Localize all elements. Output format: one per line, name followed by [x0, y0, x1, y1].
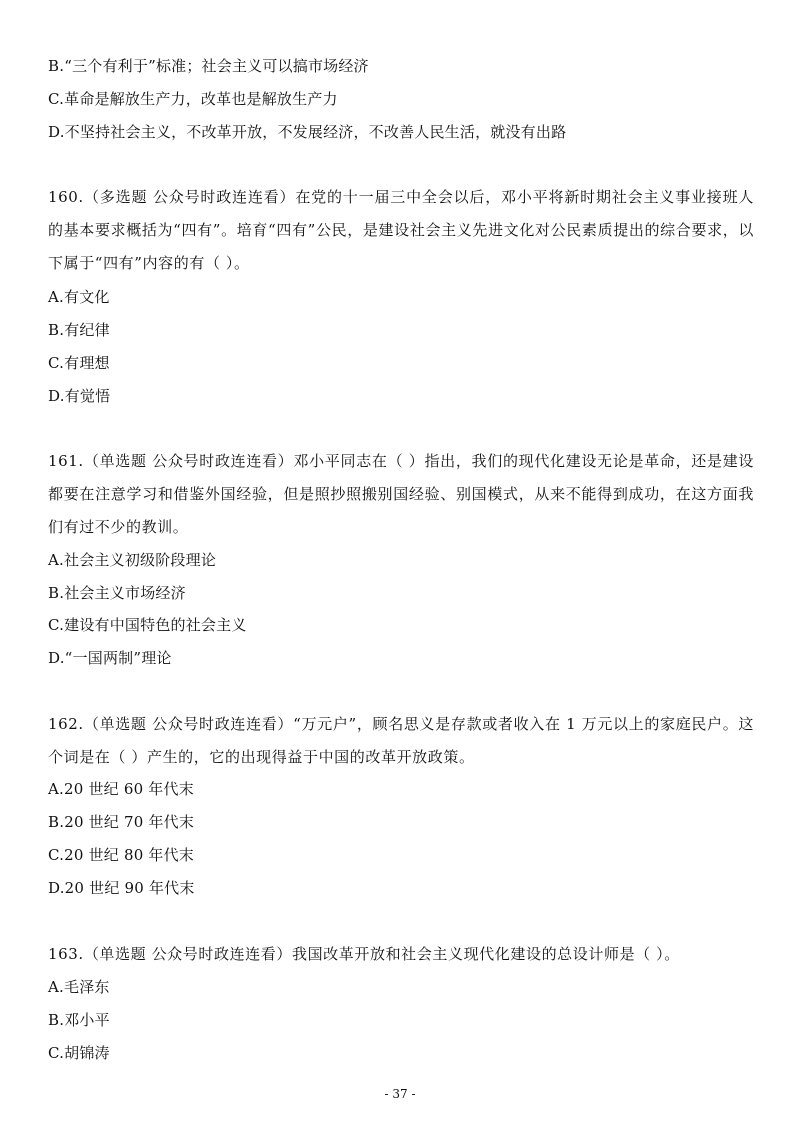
- option-line: [48, 844, 194, 866]
- option-label: D.: [48, 123, 65, 141]
- option-line: [48, 778, 194, 800]
- option-line: [48, 88, 338, 110]
- question-type: （单选题 公众号时政连连看）: [83, 452, 294, 470]
- question-text: 我国改革开放和社会主义现代化建设的总设计师是（ ）。: [291, 945, 680, 963]
- option-label: A.: [48, 288, 65, 306]
- question-number: 162.: [48, 715, 84, 733]
- option-line: [48, 1009, 110, 1031]
- option-text: 20 世纪 90 年代末: [64, 879, 195, 897]
- option-line: [48, 877, 195, 899]
- option-text: 建设有中国特色的社会主义: [64, 616, 247, 634]
- option-label: B.: [48, 57, 65, 75]
- question-number: 163.: [48, 945, 84, 963]
- option-text: 20 世纪 70 年代末: [64, 813, 195, 831]
- option-label: B.: [48, 321, 65, 339]
- option-text: 有觉悟: [64, 387, 111, 405]
- option-text: 20 世纪 80 年代末: [64, 846, 195, 864]
- option-text: 社会主义初级阶段理论: [64, 551, 217, 569]
- question-number: 161.: [48, 452, 84, 470]
- option-text: 邓小平: [64, 1011, 110, 1029]
- question-type: （单选题 公众号时政连连看）: [83, 945, 292, 963]
- option-text: 有文化: [64, 288, 110, 306]
- option-line: [48, 121, 566, 143]
- option-label: C.: [48, 90, 65, 108]
- option-label: A.: [48, 780, 65, 798]
- question-163-stem: [48, 938, 754, 971]
- option-label: D.: [48, 649, 65, 667]
- option-text: 胡锦涛: [64, 1044, 110, 1062]
- option-label: C.: [48, 354, 65, 372]
- question-162-stem: [48, 708, 754, 774]
- question-text: 在党的十一届三中全会以后，邓小平将新时期社会主义事业接班人的基本要求概括为“四有”。培育“四有”公民，是建设社会主义先进文化对公民素质提出的综合要求，以下属于“四有”内容的有（ ）。: [48, 188, 755, 272]
- option-line: [48, 1042, 110, 1064]
- option-line: [48, 286, 110, 308]
- option-line: [48, 385, 110, 407]
- option-line: [48, 352, 110, 374]
- option-line: [48, 55, 369, 77]
- option-label: B.: [48, 584, 65, 602]
- question-type: （多选题 公众号时政连连看）: [83, 188, 296, 206]
- option-line: [48, 582, 186, 604]
- option-line: [48, 614, 247, 636]
- option-text: 20 世纪 60 年代末: [64, 780, 194, 798]
- option-label: C.: [48, 616, 65, 634]
- option-text: 有理想: [64, 354, 110, 372]
- option-label: B.: [48, 1011, 65, 1029]
- option-text: 革命是解放生产力，改革也是解放生产力: [64, 90, 338, 108]
- option-text: “三个有利于”标准；社会主义可以搞市场经济: [64, 57, 369, 75]
- option-line: [48, 319, 110, 341]
- question-text: 邓小平同志在（ ）指出，我们的现代化建设无论是革命，还是建设都要在注意学习和借鉴外国经验，但是照抄照搬别国经验、别国模式，从来不能得到成功，在这方面我们有过不少的教训。: [48, 452, 754, 536]
- option-label: C.: [48, 846, 65, 864]
- option-label: C.: [48, 1044, 65, 1062]
- option-line: [48, 549, 216, 571]
- option-text: 不坚持社会主义，不改革开放，不发展经济，不改善人民生活，就没有出路: [64, 123, 567, 141]
- option-label: B.: [48, 813, 65, 831]
- question-161-stem: [48, 445, 754, 544]
- option-text: 有纪律: [64, 321, 110, 339]
- question-type: （单选题 公众号时政连连看）: [83, 715, 294, 733]
- option-label: D.: [48, 879, 65, 897]
- option-line: [48, 647, 172, 669]
- option-text: “一国两制”理论: [64, 649, 172, 667]
- question-160-stem: [48, 181, 754, 280]
- question-number: 160.: [48, 188, 84, 206]
- option-label: A.: [48, 978, 65, 996]
- question-text: “万元户”，顾名思义是存款或者收入在 1 万元以上的家庭民户。这个词是在（ ）产生的，它的出现得益于中国的改革开放政策。: [48, 715, 755, 766]
- page-number: - 37 -: [384, 1087, 416, 1101]
- option-line: [48, 811, 194, 833]
- option-text: 毛泽东: [64, 978, 110, 996]
- option-label: A.: [48, 551, 65, 569]
- option-text: 社会主义市场经济: [64, 584, 186, 602]
- option-label: D.: [48, 387, 65, 405]
- option-line: [48, 976, 110, 998]
